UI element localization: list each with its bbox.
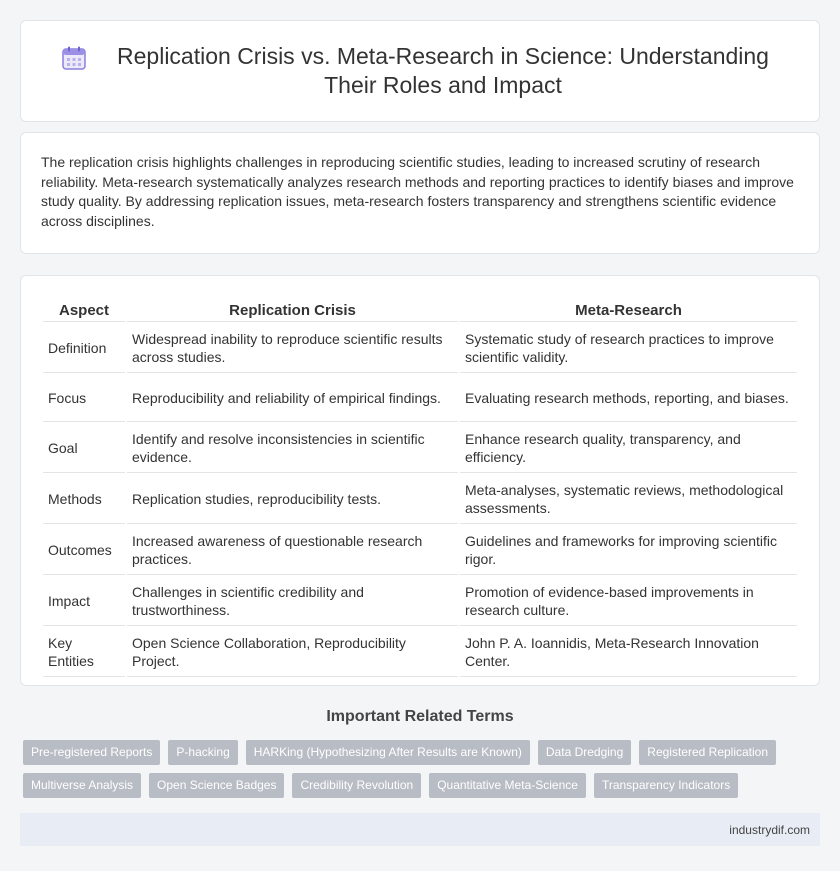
row-meta-research: Systematic study of research practices to improve scientific validity. — [460, 324, 797, 373]
row-aspect: Methods — [43, 475, 125, 524]
related-term-tag[interactable]: Multiverse Analysis — [23, 773, 141, 798]
related-term-tag[interactable]: Data Dredging — [538, 740, 631, 765]
title-card — [20, 20, 820, 122]
row-aspect: Goal — [43, 424, 125, 473]
intro-card — [20, 132, 820, 254]
row-aspect: Focus — [43, 375, 125, 422]
row-replication-crisis: Replication studies, reproducibility tests. — [127, 475, 458, 524]
comparison-table-card — [20, 275, 820, 686]
row-meta-research: Meta-analyses, systematic reviews, methodological assessments. — [460, 475, 797, 524]
related-term-tag[interactable]: Quantitative Meta-Science — [429, 773, 586, 798]
table-row — [43, 324, 797, 373]
row-aspect: Key Entities — [43, 628, 125, 677]
row-aspect: Impact — [43, 577, 125, 626]
related-term-tag[interactable]: P-hacking — [168, 740, 237, 765]
related-term-tag[interactable]: HARKing (Hypothesizing After Results are Known) — [246, 740, 530, 765]
row-replication-crisis: Increased awareness of questionable research practices. — [127, 526, 458, 575]
table-row — [43, 577, 797, 626]
table-row — [43, 526, 797, 575]
related-term-tag[interactable]: Transparency Indicators — [594, 773, 738, 798]
related-term-tag[interactable]: Registered Replication — [639, 740, 776, 765]
row-replication-crisis: Open Science Collaboration, Reproducibility Project. — [127, 628, 458, 677]
row-meta-research: Guidelines and frameworks for improving scientific rigor. — [460, 526, 797, 575]
header-meta-research: Meta-Research — [460, 298, 797, 322]
row-meta-research: Promotion of evidence-based improvements in research culture. — [460, 577, 797, 626]
footer — [20, 813, 820, 846]
intro-paragraph: The replication crisis highlights challenges in reproducing scientific studies, leading to increased scrutiny of research reliability. Meta-research systematically analyzes research methods and reporting practices to identify biases and improve study quality. By addressing replication issues, meta-research fosters transparency and strengthens scientific evidence across disciplines. — [41, 154, 794, 229]
header-replication-crisis: Replication Crisis — [127, 298, 458, 322]
related-term-tag[interactable]: Pre-registered Reports — [23, 740, 160, 765]
title-wrap — [61, 42, 779, 100]
table-row — [43, 628, 797, 677]
header-aspect: Aspect — [43, 298, 125, 322]
row-aspect: Outcomes — [43, 526, 125, 575]
calendar-icon — [61, 45, 87, 71]
table-row — [43, 424, 797, 473]
row-aspect: Definition — [43, 324, 125, 373]
table-header-row — [43, 298, 797, 322]
row-meta-research: Evaluating research methods, reporting, and biases. — [460, 375, 797, 422]
related-terms-tags — [20, 740, 820, 806]
table-row — [43, 475, 797, 524]
row-replication-crisis: Identify and resolve inconsistencies in scientific evidence. — [127, 424, 458, 473]
row-meta-research: Enhance research quality, transparency, and efficiency. — [460, 424, 797, 473]
row-replication-crisis: Reproducibility and reliability of empirical findings. — [127, 375, 458, 422]
related-term-tag[interactable]: Open Science Badges — [149, 773, 284, 798]
row-replication-crisis: Widespread inability to reproduce scientific results across studies. — [127, 324, 458, 373]
comparison-table — [41, 296, 799, 679]
related-terms-title: Important Related Terms — [326, 708, 514, 725]
row-meta-research: John P. A. Ioannidis, Meta-Research Innovation Center. — [460, 628, 797, 677]
related-term-tag[interactable]: Credibility Revolution — [292, 773, 421, 798]
footer-site-link[interactable]: industrydif.com — [729, 822, 810, 837]
row-replication-crisis: Challenges in scientific credibility and trustworthiness. — [127, 577, 458, 626]
table-row — [43, 375, 797, 422]
page-title: Replication Crisis vs. Meta-Research in Science: Understanding Their Roles and Impact — [117, 43, 769, 98]
